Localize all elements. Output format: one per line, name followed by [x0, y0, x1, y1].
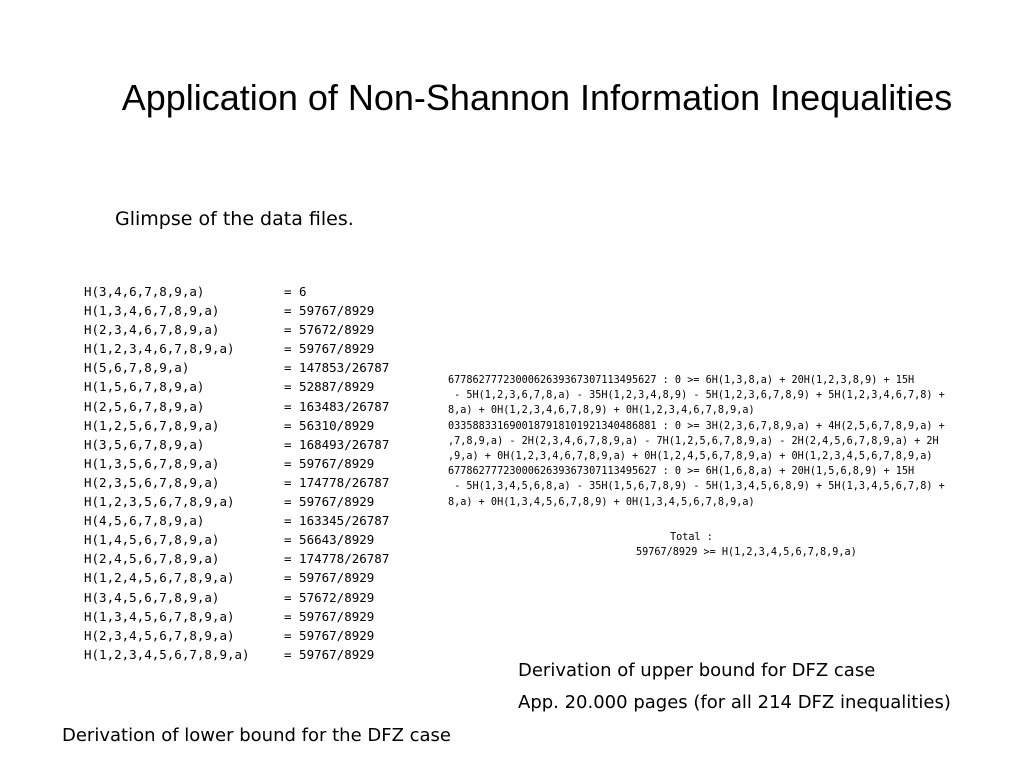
- total-label: Total :: [670, 532, 713, 543]
- derivation-line: 6778627772300062639367307113495627 : 0 >= 6H(1,3,8,a) + 20H(1,2,3,8,9) + 15H: [448, 375, 915, 386]
- derivation-line: 8,a) + 0H(1,2,3,4,6,7,8,9) + 0H(1,2,3,4,6,7,8,9,a): [448, 405, 755, 417]
- entropy-term: H(4,5,6,7,8,9,a): [84, 513, 205, 529]
- entropy-term: H(2,3,5,6,7,8,9,a): [84, 474, 220, 490]
- entropy-term: H(2,5,6,7,8,9,a): [84, 398, 205, 414]
- data-row: [84, 607, 389, 626]
- entropy-term: H(1,2,4,5,6,7,8,9,a): [84, 570, 235, 586]
- entropy-term: H(3,4,5,6,7,8,9,a): [84, 589, 220, 605]
- derivation-line: ,7,8,9,a) - 2H(2,3,4,6,7,8,9,a) - 7H(1,2,5,6,7,8,9,a) - 2H(2,4,5,6,7,8,9,a) + 2H: [448, 435, 939, 447]
- entropy-value: = 59767/8929: [284, 608, 375, 624]
- entropy-value: = 59767/8929: [284, 341, 375, 357]
- data-row: [84, 397, 389, 416]
- data-row: [84, 492, 389, 511]
- entropy-value: = 163345/26787: [284, 513, 390, 529]
- derivation-line: - 5H(1,2,3,6,7,8,a) - 35H(1,2,3,4,8,9) - 5H(1,2,3,6,7,8,9) + 5H(1,2,3,4,6,7,8) +: [448, 390, 945, 402]
- entropy-term: H(2,3,4,5,6,7,8,9,a): [84, 627, 235, 643]
- entropy-value: = 59767/8929: [284, 627, 375, 643]
- data-row: [84, 339, 389, 358]
- entropy-value: = 59767/8929: [284, 494, 375, 510]
- upper-bound-total: [636, 530, 857, 560]
- data-row: [84, 377, 389, 396]
- entropy-value: = 56310/8929: [284, 417, 375, 433]
- entropy-value: = 163483/26787: [284, 398, 390, 414]
- entropy-term: H(3,4,6,7,8,9,a): [84, 284, 205, 299]
- entropy-value: = 174778/26787: [284, 551, 390, 567]
- data-row: [84, 530, 389, 549]
- upper-bound-caption: [518, 655, 951, 719]
- derivation-line: - 5H(1,3,4,5,6,8,a) - 35H(1,5,6,7,8,9) - 5H(1,3,4,5,6,8,9) + 5H(1,3,4,5,6,7,8) +: [448, 481, 945, 493]
- entropy-term: H(1,2,3,5,6,7,8,9,a): [84, 494, 235, 510]
- entropy-term: H(3,5,6,7,8,9,a): [84, 436, 205, 452]
- data-row: [84, 320, 389, 339]
- slide-title: Application of Non-Shannon Information Inequalities: [121, 77, 953, 118]
- derivation-line: 8,a) + 0H(1,3,4,5,6,7,8,9) + 0H(1,3,4,5,6,7,8,9,a): [448, 496, 755, 508]
- data-row: [84, 588, 389, 607]
- data-row: [84, 358, 389, 377]
- upper-bound-caption-line2: App. 20.000 pages (for all 214 DFZ inequalities): [518, 692, 951, 713]
- derivation-line: ,9,a) + 0H(1,2,3,4,6,7,8,9,a) + 0H(1,2,4,5,6,7,8,9,a) + 0H(1,2,3,4,5,6,7,8,9,a): [448, 450, 933, 462]
- data-row: [84, 454, 389, 473]
- entropy-value: = 168493/26787: [284, 436, 390, 452]
- data-row: [84, 473, 389, 492]
- entropy-term: H(1,3,5,6,7,8,9,a): [84, 455, 220, 471]
- upper-bound-data-file: [448, 373, 945, 510]
- entropy-value: = 57672/8929: [284, 322, 375, 338]
- entropy-term: H(1,4,5,6,7,8,9,a): [84, 532, 220, 548]
- derivation-line: 6778627772300062639367307113495627 : 0 >= 6H(1,6,8,a) + 20H(1,5,6,8,9) + 15H: [448, 466, 915, 478]
- entropy-value: = 59767/8929: [284, 303, 375, 319]
- entropy-value: = 6: [284, 284, 307, 299]
- data-row: [84, 549, 389, 568]
- data-row: [84, 301, 389, 320]
- entropy-term: H(1,3,4,6,7,8,9,a): [84, 303, 220, 319]
- entropy-value: = 147853/26787: [284, 360, 390, 376]
- data-row: [84, 416, 389, 435]
- entropy-term: H(1,2,3,4,5,6,7,8,9,a): [84, 646, 250, 662]
- data-row: [84, 626, 389, 645]
- entropy-value: = 57672/8929: [284, 589, 375, 605]
- entropy-value: = 56643/8929: [284, 532, 375, 548]
- data-row: [84, 511, 389, 530]
- entropy-value: = 59767/8929: [284, 455, 375, 471]
- entropy-term: H(1,5,6,7,8,9,a): [84, 379, 205, 395]
- lower-bound-data-file: [84, 282, 389, 664]
- lower-bound-caption: Derivation of lower bound for the DFZ case: [62, 725, 452, 746]
- entropy-term: H(2,4,5,6,7,8,9,a): [84, 551, 220, 567]
- data-row: [84, 645, 389, 664]
- entropy-value: = 59767/8929: [284, 570, 375, 586]
- upper-bound-caption-line1: Derivation of upper bound for DFZ case: [518, 660, 876, 681]
- entropy-term: H(1,2,5,6,7,8,9,a): [84, 417, 220, 433]
- entropy-value: = 59767/8929: [284, 646, 375, 662]
- entropy-value: = 52887/8929: [284, 379, 375, 395]
- data-row: [84, 282, 389, 301]
- total-value: 59767/8929 >= H(1,2,3,4,5,6,7,8,9,a): [636, 547, 857, 559]
- entropy-value: = 174778/26787: [284, 474, 390, 490]
- entropy-term: H(1,2,3,4,6,7,8,9,a): [84, 341, 235, 357]
- entropy-term: H(2,3,4,6,7,8,9,a): [84, 322, 220, 338]
- data-row: [84, 435, 389, 454]
- entropy-term: H(1,3,4,5,6,7,8,9,a): [84, 608, 235, 624]
- slide-subtitle: Glimpse of the data files.: [115, 208, 354, 230]
- data-row: [84, 568, 389, 587]
- derivation-line: 0335883316900187918101921340486881 : 0 >= 3H(2,3,6,7,8,9,a) + 4H(2,5,6,7,8,9,a) +: [448, 420, 945, 432]
- entropy-term: H(5,6,7,8,9,a): [84, 360, 190, 376]
